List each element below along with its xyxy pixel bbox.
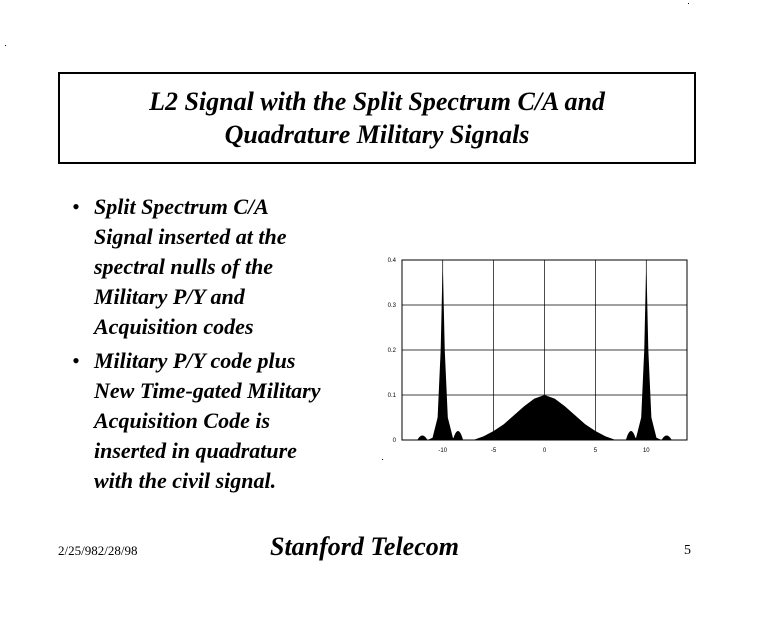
x-tick-label: -10 [438,448,448,454]
y-tick-label: 0.2 [387,348,396,354]
scan-speck [382,459,383,460]
y-tick-label: 0.1 [387,393,396,399]
bullet-line: Military P/Y and [94,284,245,309]
slide-title-line-1: L2 Signal with the Split Spectrum C/A and [149,87,605,116]
bullet-line: Acquisition Code is [94,408,271,433]
footer-company: Stanford Telecom [270,532,459,561]
bullet-symbol: • [72,194,80,219]
y-tick-label: 0.3 [387,303,396,309]
x-tick-label: 10 [642,448,650,454]
bullet-line: Signal inserted at the [94,224,287,249]
bullet-line: Split Spectrum C/A [94,194,269,219]
bullet-line: inserted in quadrature [94,438,297,463]
spectrum-chart [372,250,712,470]
scan-speck [5,45,6,46]
slide-title-line-2: Quadrature Military Signals [224,120,530,149]
footer-date: 2/25/982/28/98 [58,543,138,558]
scan-speck [688,3,689,4]
bullet-text [94,192,287,342]
bullet-line: New Time-gated Military [94,378,321,403]
bullet-line: spectral nulls of the [94,254,274,279]
bullet-line: with the civil signal. [94,468,277,493]
page-number: 5 [684,543,691,558]
bullet-line: Acquisition codes [94,314,254,339]
slide-title-box [58,72,696,164]
x-tick-label: 0 [542,448,547,454]
x-tick-label: -5 [490,448,497,454]
y-tick-label: 0 [392,438,396,444]
bullet-symbol: • [72,348,80,373]
bullet-item [58,346,378,496]
bullet-line: Military P/Y code plus [94,348,296,373]
x-tick-label: 5 [593,448,598,454]
y-tick-label: 0.4 [387,258,396,264]
bullet-list [58,192,378,500]
bullet-item [58,192,378,342]
bullet-text [94,346,320,496]
